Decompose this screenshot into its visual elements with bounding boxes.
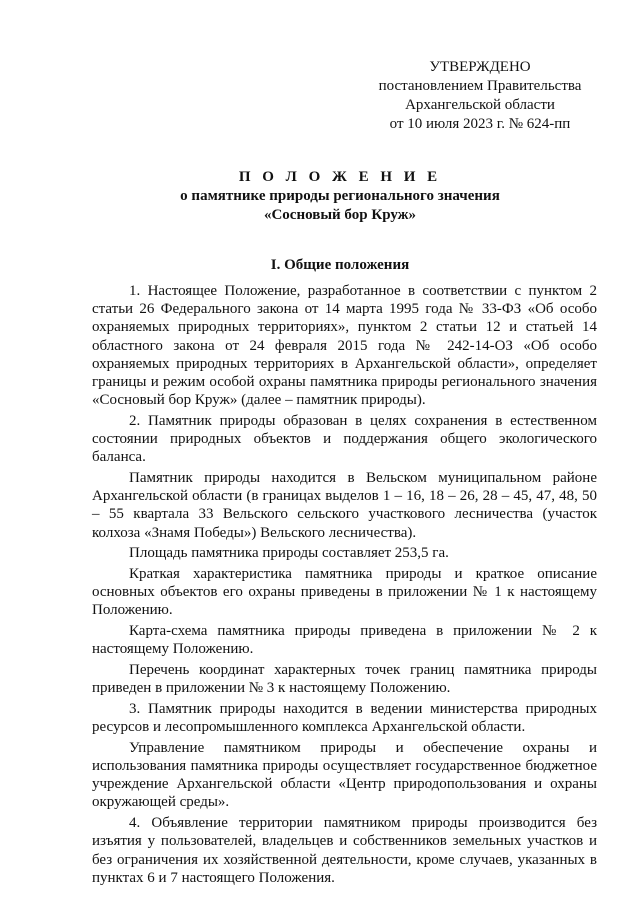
- paragraph: Площадь памятника природы составляет 253,5 га.: [129, 545, 449, 562]
- document-object-name: «Сосновый бор Круж»: [263, 207, 417, 223]
- paragraph: Памятник природы находится в Вельском муниципальном районе Архангельской области (в границах выделов 1 – 16, 18 – 26, 28 – 45, 47, 48, 50 – 55 квартала 33 Вельского сельского участкового лесничества (участок колхоза «Знамя Победы») Вельского лесничества).: [92, 470, 597, 541]
- paragraph: Перечень координат характерных точек границ памятника природы приведен в приложении № 3 к настоящему Положению.: [92, 662, 597, 697]
- paragraph: Краткая характеристика памятника природы и краткое описание основных объектов его охраны приведены в приложении № 1 к настоящему Положению.: [92, 566, 597, 619]
- document-subtitle: о памятнике природы регионального значения: [180, 188, 500, 204]
- paragraph: Управление памятником природы и обеспечение охраны и использования памятника природы осуществляет государственное бюджетное учреждение Архангельской области «Центр природопользования и охраны окружающей среды».: [92, 739, 597, 811]
- approval-date-number: от 10 июля 2023 г. № 624-пп: [389, 116, 571, 132]
- paragraph: 4. Объявление территории памятником природы производится без изъятия у пользователей, владельцев и собственников земельных участков и без ограничения их хозяйственной деятельности, кроме случаев, указанных в пунктах 6 и 7 настоящего Положения.: [92, 815, 597, 886]
- document-title-block: [80, 168, 600, 225]
- paragraph: 3. Памятник природы находится в ведении министерства природных ресурсов и лесопромышленного комплекса Архангельской области.: [92, 700, 597, 736]
- paragraph: 1. Настоящее Положение, разработанное в соответствии с пунктом 2 статьи 26 Федерального закона от 14 марта 1995 года № 33-ФЗ «Об особо охраняемых природных территориях», пунктом 2 статьи 12 и статьей 14 областного закона от 24 февраля 2015 года № 242-14-ОЗ «Об особо охраняемых природных территориях в Архангельской области», определяет границы и режим особой охраны памятника природы регионального значения «Сосновый бор Круж» (далее – памятник природы).: [92, 283, 597, 409]
- document-title: П О Л О Ж Е Н И Е: [238, 169, 442, 185]
- paragraph: 2. Памятник природы образован в целях сохранения в естественном состоянии природных объектов и поддержания общего экологического баланса.: [92, 412, 597, 466]
- approval-decree: постановлением Правительства: [378, 78, 582, 94]
- approval-stamp: [360, 58, 600, 134]
- section-heading: I. Общие положения: [270, 257, 410, 273]
- document-body: [92, 282, 597, 890]
- paragraph: Карта-схема памятника природы приведена в приложении № 2 к настоящему Положению.: [92, 623, 597, 658]
- approval-title: УТВЕРЖДЕНО: [429, 59, 531, 75]
- approval-region: Архангельской области: [405, 97, 555, 113]
